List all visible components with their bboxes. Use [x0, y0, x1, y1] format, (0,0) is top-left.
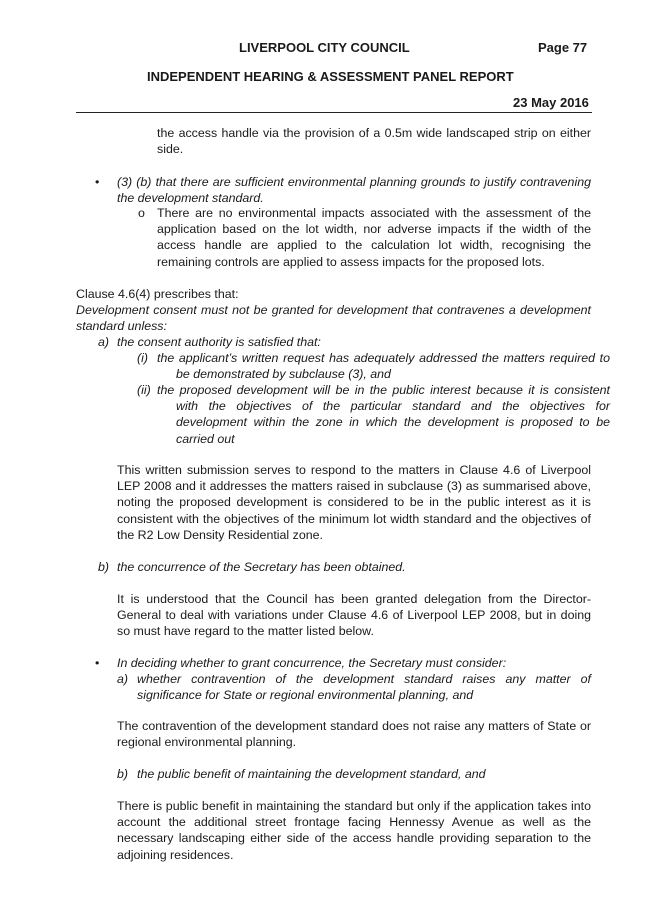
public-benefit-paragraph: There is public benefit in maintaining the standard but only if the application takes into account the additional street frontage facing Hennessy Avenue as well as the necessary landscaping either side of the access handle providing separation to the adjoining residences. [117, 799, 591, 862]
council-name: LIVERPOOL CITY COUNCIL [239, 40, 410, 55]
clause-item-i: the applicant’s written request has adequately addressed the matters required to be demonstrated by subclause (3), and [157, 351, 610, 382]
concurrence-bullet: In deciding whether to grant concurrence, the Secretary must consider: [117, 656, 507, 670]
clause-quote: Development consent must not be granted for development that contravenes a development standard unless: [76, 303, 591, 334]
header-divider [76, 112, 592, 113]
bullet-marker: • [95, 656, 100, 670]
report-title: INDEPENDENT HEARING & ASSESSMENT PANEL REPORT [147, 69, 514, 84]
list-marker-a: a) [98, 335, 110, 349]
list-marker-b: b) [98, 560, 110, 574]
clause-item-ii: the proposed development will be in the public interest because it is consistent with the objectives of the particular standard and the objectives for development within the zone in which the development is proposed to be carried out [157, 383, 610, 446]
report-date: 23 May 2016 [513, 95, 589, 110]
clause-item-b: the concurrence of the Secretary has been obtained. [117, 560, 406, 574]
concurrence-item-a: whether contravention of the development standard raises any matter of significance for State or regional environmental planning, and [137, 672, 591, 703]
contravention-paragraph: The contravention of the development standard does not raise any matters of State or regional environmental planning. [117, 719, 591, 750]
list-marker-i: (i) [137, 351, 149, 365]
clause-item-a: the consent authority is satisfied that: [117, 335, 321, 349]
sub-bullet-marker: o [138, 206, 145, 220]
list-marker-ii: (ii) [137, 383, 151, 397]
submission-paragraph: This written submission serves to respond to the matters in Clause 4.6 of Liverpool LEP 2008 and it addresses the matters raised in subclause (3) as summarised above, noting the proposed development is considered to be in the public interest as it is consistent with the objectives of the minimum lot width standard and the objectives of the R2 Low Density Residential zone. [117, 463, 591, 542]
environmental-impacts-paragraph: There are no environmental impacts associated with the assessment of the application based on the lot width, nor adverse impacts if the width of the access handle are applied to the calculation lot width, recognising the remaining controls are applied to assess impacts for the proposed lots. [157, 206, 591, 269]
clause-intro: Clause 4.6(4) prescribes that: [76, 287, 239, 301]
page-number: Page 77 [538, 40, 588, 55]
bullet-criterion-3b: (3) (b) that there are sufficient environmental planning grounds to justify contravening the development standard. [117, 175, 591, 206]
bullet-marker: • [95, 175, 100, 189]
concurrence-item-b: the public benefit of maintaining the development standard, and [137, 767, 486, 781]
list-marker-concurrence-b: b) [117, 767, 129, 781]
delegation-paragraph: It is understood that the Council has been granted delegation from the Director-General to deal with variations under Clause 4.6 of Liverpool LEP 2008, but in doing so must have regard to the matter listed below. [117, 592, 591, 639]
continuation-paragraph: the access handle via the provision of a 0.5m wide landscaped strip on either side. [157, 126, 591, 157]
list-marker-concurrence-a: a) [117, 672, 129, 686]
